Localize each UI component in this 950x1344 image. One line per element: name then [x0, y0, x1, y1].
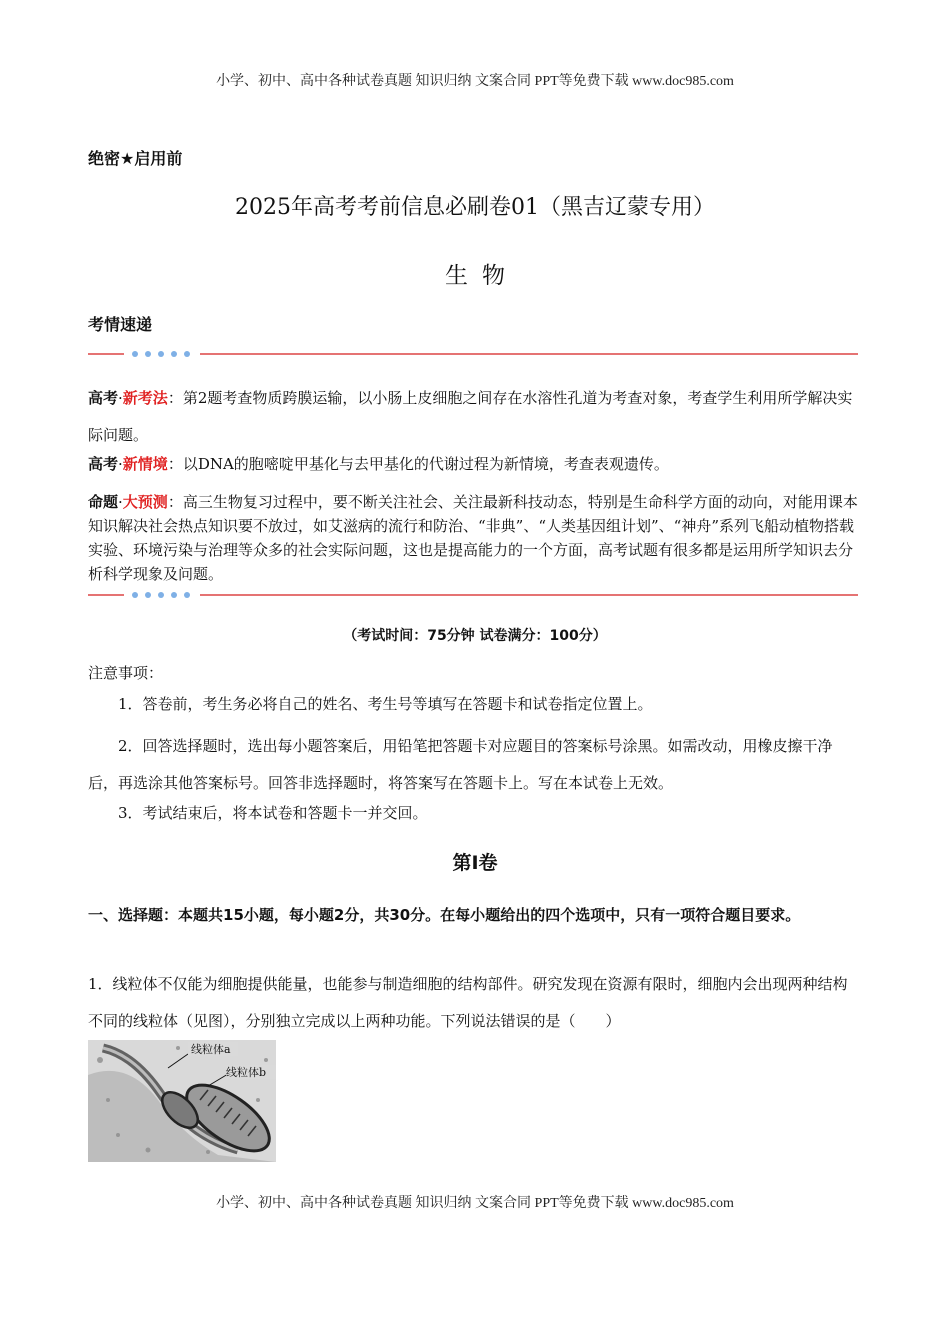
mitochondria-micrograph: [88, 1040, 276, 1162]
label-mitochondrion-a: 线粒体a: [191, 1043, 231, 1056]
page-footer: 小学、初中、高中各种试卷真题 知识归纳 文案合同 PPT等免费下载 www.doc985.com: [216, 1196, 734, 1211]
confidential-label: 绝密★启用前: [88, 149, 183, 168]
exam-duration-score: （考试时间：75分钟 试卷满分：100分）: [343, 628, 607, 644]
divider-bottom: [88, 591, 858, 599]
divider-top: [88, 350, 858, 358]
kaoqing-heading: 考情速递: [88, 315, 153, 334]
kaoqing-item-new-method: 高考·新考法：第2题考查物质跨膜运输，以小肠上皮细胞之间存在水溶性孔道为考查对象，考查学生利用所学解决实际问题。: [88, 389, 853, 444]
note-item-1: 1．答卷前，考生务必将自己的姓名、考生号等填写在答题卡和试卷指定位置上。: [118, 695, 653, 713]
question-1-stem: 1．线粒体不仅能为细胞提供能量，也能参与制造细胞的结构部件。研究发现在资源有限时，细胞内会出现两种结构不同的线粒体（见图），分别独立完成以上两种功能。下列说法错误的是（ ）: [88, 975, 848, 1030]
kaoqing-item-prediction: 命题·大预测：高三生物复习过程中，要不断关注社会、关注最新科技动态，特别是生命科学方面的动向，对能用课本知识解决社会热点知识要不放过，如艾滋病的流行和防治、“非典”、“人类基因组计划”、“神舟”系列飞船动植物搭载实验、环境污染与治理等众多的社会实际问题，这也是提高能力的一个方面，高考试题有很多都是运用所学知识去分析科学现象及问题。: [88, 493, 858, 583]
note-item-3: 3．考试结束后，将本试卷和答题卡一并交回。: [118, 804, 428, 822]
section-one-instructions: 一、选择题：本题共15小题，每小题2分，共30分。在每小题给出的四个选项中，只有一项符合题目要求。: [88, 906, 801, 924]
exam-title: 2025年高考考前信息必刷卷01（黑吉辽蒙专用）: [235, 195, 715, 220]
page-header: 小学、初中、高中各种试卷真题 知识归纳 文案合同 PPT等免费下载 www.doc985.com: [216, 74, 734, 89]
subject-title: 生物: [445, 263, 519, 289]
kaoqing-item-new-context: 高考·新情境：以DNA的胞嘧啶甲基化与去甲基化的代谢过程为新情境，考查表观遗传。: [88, 455, 669, 473]
note-item-2: 2．回答选择题时，选出每小题答案后，用铅笔把答题卡对应题目的答案标号涂黑。如需改动，用橡皮擦干净后，再选涂其他答案标号。回答非选择题时，将答案写在答题卡上。写在本试卷上无效。: [88, 737, 833, 792]
label-mitochondrion-b: 线粒体b: [226, 1066, 267, 1079]
part-one-heading: 第Ⅰ卷: [452, 852, 498, 874]
notes-heading: 注意事项：: [88, 664, 164, 682]
